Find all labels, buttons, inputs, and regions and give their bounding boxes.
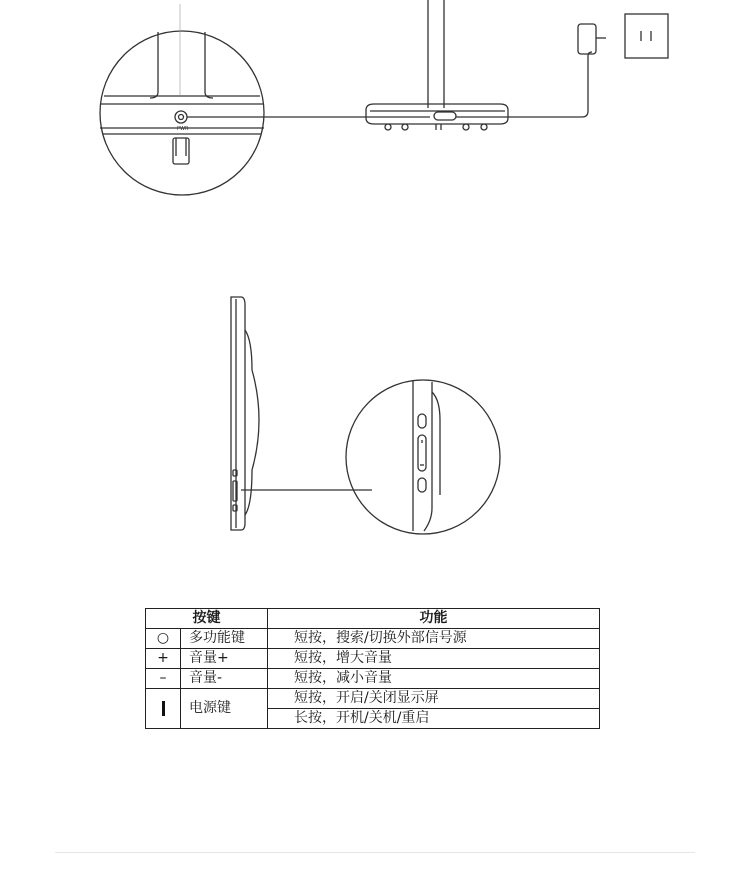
power-bar-icon xyxy=(162,701,165,716)
volume-up-symbol: + xyxy=(146,649,181,669)
table-header-row xyxy=(146,609,600,629)
key-function: 短按，减小音量 xyxy=(268,669,600,689)
header-function: 功能 xyxy=(268,609,600,629)
multifunction-button-icon xyxy=(418,414,426,428)
button-function-table xyxy=(145,608,600,729)
wall-outlet-icon xyxy=(625,14,668,58)
key-name: 电源键 xyxy=(181,689,268,729)
key-function: 短按，开启/关闭显示屏 xyxy=(268,689,600,709)
multifunction-symbol: ○ xyxy=(146,629,181,649)
power-side-button-icon xyxy=(418,478,426,492)
key-name: 多功能键 xyxy=(181,629,268,649)
table-row xyxy=(146,629,600,649)
power-button-icon xyxy=(175,111,187,123)
zoom-circle-power-button xyxy=(100,31,264,195)
zoom-circle-side-buttons xyxy=(346,380,500,534)
key-function: 短按，搜索/切换外部信号源 xyxy=(268,629,600,649)
key-function: 长按，开机/关机/重启 xyxy=(268,709,600,729)
table-row xyxy=(146,649,600,669)
power-symbol xyxy=(146,689,181,729)
table-row xyxy=(146,669,600,689)
footer-divider xyxy=(55,852,695,853)
volume-down-symbol: – xyxy=(146,669,181,689)
key-function: 短按，增大音量 xyxy=(268,649,600,669)
header-key: 按键 xyxy=(146,609,268,629)
power-connection-diagram xyxy=(0,0,750,210)
power-adapter-icon xyxy=(578,24,596,54)
svg-text:PWR: PWR xyxy=(177,126,189,132)
side-buttons-diagram xyxy=(0,280,750,550)
table-row xyxy=(146,689,600,709)
key-name: 音量- xyxy=(181,669,268,689)
key-name: 音量+ xyxy=(181,649,268,669)
